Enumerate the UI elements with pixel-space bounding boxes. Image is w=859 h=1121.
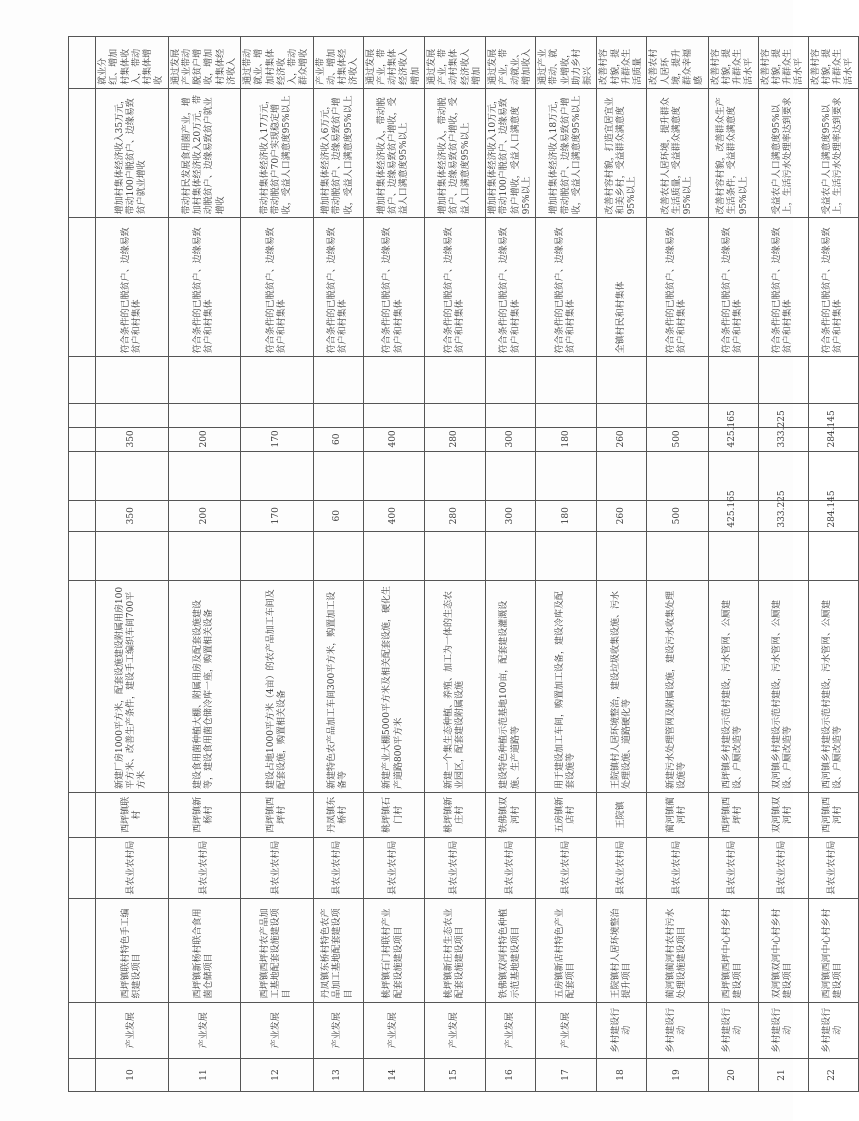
project-name: 五房镇新店村特色产业配套项目 — [536, 898, 597, 1002]
project-type: 产业发展 — [241, 1002, 314, 1059]
project-name: 桃坪镇新庄村生态农业配套设施建设项目 — [424, 898, 485, 1002]
empty-cell — [597, 531, 647, 580]
empty-cell — [597, 404, 647, 428]
fund-amount: 180 — [536, 427, 597, 451]
performance-goal: 受益农户人口满意度95%以上，生活污水处理率达到要求 — [758, 88, 808, 218]
row-number: 16 — [486, 1059, 536, 1092]
fund-amount: 280 — [424, 427, 485, 451]
empty-cell — [241, 357, 314, 404]
construction-content: 建设食用菌种植大棚、附属用房及配套设施建设等，建设食用菌仓储冷库一座，购置相关设备 — [168, 581, 241, 793]
fund-amount: 425.165 — [708, 427, 758, 451]
construction-content: 西坪镇乡村建设示范村建设，污水管网、公厕建设、户厕改造等 — [708, 581, 758, 793]
benefit-mechanism: 改善村容村貌，提升群众生活水平 — [758, 37, 808, 89]
total-investment: 400 — [363, 500, 424, 531]
beneficiary-target: 符合条件的已脱贫户、边缘易致贫户和村集体 — [808, 218, 858, 357]
row-number: 22 — [808, 1059, 858, 1092]
project-type: 乡村建设行动 — [808, 1002, 858, 1059]
benefit-mechanism: 改善农村人居环境，提升群众幸福感 — [647, 37, 708, 89]
table-row — [168, 37, 241, 1092]
empty-cell — [486, 451, 536, 500]
table-row — [424, 37, 485, 1092]
row-number: 13 — [313, 1059, 363, 1092]
row-number: 18 — [597, 1059, 647, 1092]
performance-goal: 带动村集体经济收入17万元，带动脱贫户70户实现稳定增收，受益人口满意度95%以上 — [241, 88, 314, 218]
performance-goal: 增加村集体经济收入，带动脱贫户、边缘易致贫户增收，受益人口满意度95%以上 — [363, 88, 424, 218]
row-number: 17 — [536, 1059, 597, 1092]
table-row — [708, 37, 758, 1092]
empty-cell — [536, 531, 597, 580]
responsible-unit: 县农业农村局 — [313, 837, 363, 898]
construction-content: 新建一个集生态种植、养殖、加工为一体的生态农业园区，配套建设附属设施 — [424, 581, 485, 793]
empty-cell — [808, 357, 858, 404]
performance-goal: 受益农户人口满意度95%以上，生活污水处理率达到要求 — [808, 88, 858, 218]
project-type: 乡村建设行动 — [758, 1002, 808, 1059]
row-number: 15 — [424, 1059, 485, 1092]
total-investment: 333.225 — [758, 500, 808, 531]
empty-cell — [363, 531, 424, 580]
project-type: 产业发展 — [536, 1002, 597, 1059]
fund-amount: 200 — [168, 427, 241, 451]
empty-cell — [424, 451, 485, 500]
empty-cell — [241, 404, 314, 428]
project-type: 产业发展 — [486, 1002, 536, 1059]
header-cell — [69, 357, 96, 404]
empty-cell — [424, 357, 485, 404]
empty-cell — [168, 357, 241, 404]
empty-cell — [313, 357, 363, 404]
construction-content: 新建厂房1000平方米，配套设施建设附属用房100平方米、改善生产条件，建设手工编织车间700平方米 — [96, 581, 169, 793]
fund-amount: 500 — [647, 427, 708, 451]
construction-content: 新建特色农产品加工车间300平方米，购置加工设备等 — [313, 581, 363, 793]
project-name: 丹凤镇东桥村特色农产品加工基地配套建设项目 — [313, 898, 363, 1002]
empty-cell — [363, 357, 424, 404]
project-name: 西坪镇联村特色手工编织建设项目 — [96, 898, 169, 1002]
header-cell — [69, 1059, 96, 1092]
benefit-mechanism: 通过发展产业，带动就业、增加收入 — [486, 37, 536, 89]
beneficiary-target: 符合条件的已脱贫户、边缘易致贫户和村集体 — [486, 218, 536, 357]
empty-cell — [241, 451, 314, 500]
project-name: 双河镇双河中心村乡村建设项目 — [758, 898, 808, 1002]
total-investment: 284.145 — [808, 500, 858, 531]
responsible-unit: 县农业农村局 — [363, 837, 424, 898]
empty-cell — [96, 451, 169, 500]
location: 王院镇 — [597, 792, 647, 837]
location: 桃坪镇石门村 — [363, 792, 424, 837]
table-row — [597, 37, 647, 1092]
project-type: 产业发展 — [363, 1002, 424, 1059]
construction-content: 建设特色种植示范基地100亩，配套建设灌溉设施、生产道路等 — [486, 581, 536, 793]
table-row — [647, 37, 708, 1092]
responsible-unit: 县农业农村局 — [168, 837, 241, 898]
beneficiary-target: 符合条件的已脱贫户、边缘易致贫户和村集体 — [363, 218, 424, 357]
fund-amount: 400 — [363, 427, 424, 451]
empty-cell — [168, 451, 241, 500]
total-investment: 200 — [168, 500, 241, 531]
empty-cell — [313, 404, 363, 428]
benefit-mechanism: 通过带动就业、增加村集体经济收入，带动群众增收 — [241, 37, 314, 89]
empty-cell — [708, 357, 758, 404]
header-cell — [69, 1002, 96, 1059]
total-investment: 60 — [313, 500, 363, 531]
table-row — [536, 37, 597, 1092]
performance-goal: 增加村集体经济收入，带动脱贫户、边缘易致贫户增收，受益人口满意度95%以上 — [424, 88, 485, 218]
construction-content: 新建产业大棚5000平方米及相关配套设施，硬化生产道路800平方米 — [363, 581, 424, 793]
header-cell — [69, 218, 96, 357]
table-row — [241, 37, 314, 1092]
fund-amount: 260 — [597, 427, 647, 451]
empty-cell — [363, 451, 424, 500]
row-number: 14 — [363, 1059, 424, 1092]
row-number: 21 — [758, 1059, 808, 1092]
empty-cell — [168, 404, 241, 428]
responsible-unit: 县农业农村局 — [424, 837, 485, 898]
table-row — [486, 37, 536, 1092]
project-name: 铁佛镇双河村特色种植示范基地建设项目 — [486, 898, 536, 1002]
fund-amount: 300 — [486, 427, 536, 451]
beneficiary-target: 符合条件的已脱贫户、边缘易致贫户和村集体 — [241, 218, 314, 357]
header-cell — [69, 837, 96, 898]
empty-cell — [96, 404, 169, 428]
table-row — [758, 37, 808, 1092]
empty-cell — [363, 404, 424, 428]
table-row — [363, 37, 424, 1092]
beneficiary-target: 符合条件的已脱贫户、边缘易致贫户和村集体 — [647, 218, 708, 357]
total-investment: 350 — [96, 500, 169, 531]
empty-cell — [96, 531, 169, 580]
location: 丹凤镇东桥村 — [313, 792, 363, 837]
project-name: 蔺河镇蔺河村农村污水处理设施建设项目 — [647, 898, 708, 1002]
location: 双河镇双河村 — [758, 792, 808, 837]
table-row — [313, 37, 363, 1092]
construction-content: 双河镇乡村建设示范村建设，污水管网、公厕建设、户厕改造等 — [758, 581, 808, 793]
benefit-mechanism: 通过发展产业，带动村集体经济收入增加 — [363, 37, 424, 89]
beneficiary-target: 符合条件的已脱贫户、边缘易致贫户和村集体 — [758, 218, 808, 357]
empty-cell — [486, 357, 536, 404]
location: 西坪镇西坪村 — [708, 792, 758, 837]
benefit-mechanism: 改善村容村貌，提升群众生活水平 — [808, 37, 858, 89]
empty-cell — [647, 404, 708, 428]
performance-goal: 改善村容村貌，改善群众生产生活条件，受益群众满意度95%以上 — [708, 88, 758, 218]
location: 西坪镇联村 — [96, 792, 169, 837]
empty-cell — [424, 404, 485, 428]
project-name: 王院镇村人居环境整治提升项目 — [597, 898, 647, 1002]
rotated-table-wrapper — [68, 36, 855, 1092]
header-cell — [69, 37, 96, 89]
performance-goal: 带动村民发展食用菌产业，增加村集体经济收入20万元，带动脱贫户、边缘易致贫户就业增收 — [168, 88, 241, 218]
row-number: 20 — [708, 1059, 758, 1092]
performance-goal: 改善村容村貌，打造宜居宜业和美乡村，受益群众满意度95%以上 — [597, 88, 647, 218]
responsible-unit: 县农业农村局 — [708, 837, 758, 898]
project-name: 西坪镇西坪中心村乡村建设项目 — [708, 898, 758, 1002]
performance-goal: 增加村集体经济收入6万元，带动脱贫户、边缘易致贫户增收，受益人口满意度95%以上 — [313, 88, 363, 218]
header-cell — [69, 792, 96, 837]
location: 蔺河镇蔺河村 — [647, 792, 708, 837]
empty-cell — [647, 357, 708, 404]
total-investment: 180 — [536, 500, 597, 531]
location: 桃坪镇新庄村 — [424, 792, 485, 837]
empty-cell — [313, 451, 363, 500]
header-cell — [69, 427, 96, 451]
total-investment: 280 — [424, 500, 485, 531]
total-investment: 300 — [486, 500, 536, 531]
benefit-mechanism: 通过产业带动、就业增收，助力乡村振兴 — [536, 37, 597, 89]
benefit-mechanism: 通过发展产业带动脱贫户增收，增加村集体经济收入 — [168, 37, 241, 89]
fund-amount: 60 — [313, 427, 363, 451]
performance-goal: 增加村集体经济收入35万元，带动100户脱贫户、边缘易致贫户就业增收 — [96, 88, 169, 218]
empty-cell — [313, 531, 363, 580]
responsible-unit: 县农业农村局 — [486, 837, 536, 898]
project-name: 西坪镇西坪村农产品加工基地配套设施建设项目 — [241, 898, 314, 1002]
header-cell — [69, 581, 96, 793]
header-cell — [69, 531, 96, 580]
empty-cell — [424, 531, 485, 580]
project-type: 产业发展 — [313, 1002, 363, 1059]
fund-amount: 333.225 — [758, 427, 808, 451]
empty-cell — [536, 451, 597, 500]
row-number: 19 — [647, 1059, 708, 1092]
header-cell — [69, 451, 96, 500]
beneficiary-target: 符合条件的已脱贫户、边缘易致贫户和村集体 — [96, 218, 169, 357]
location: 五房镇新店村 — [536, 792, 597, 837]
construction-content: 新建污水处理管网及附属设施，建设污水收集处理设施等 — [647, 581, 708, 793]
project-type: 产业发展 — [96, 1002, 169, 1059]
benefit-mechanism: 产业带动、增加村集体经济收入 — [313, 37, 363, 89]
construction-content: 西河镇乡村建设示范村建设，污水管网、公厕建设、户厕改造等 — [808, 581, 858, 793]
location: 铁佛镇双河村 — [486, 792, 536, 837]
empty-cell — [708, 531, 758, 580]
row-number: 10 — [96, 1059, 169, 1092]
empty-cell — [758, 357, 808, 404]
construction-content: 王院镇村人居环境整治，建设垃圾收集设施、污水处理设施、道路硬化等 — [597, 581, 647, 793]
responsible-unit: 县农业农村局 — [536, 837, 597, 898]
responsible-unit: 县农业农村局 — [241, 837, 314, 898]
beneficiary-target: 符合条件的已脱贫户、边缘易致贫户和村集体 — [313, 218, 363, 357]
performance-goal: 增加村集体经济收入18万元，带动脱贫户、边缘易致贫户增收，受益人口满意度95%以上 — [536, 88, 597, 218]
project-type: 乡村建设行动 — [597, 1002, 647, 1059]
table-row — [808, 37, 858, 1092]
beneficiary-target: 全镇村民和村集体 — [597, 218, 647, 357]
responsible-unit: 县农业农村局 — [96, 837, 169, 898]
project-name: 西坪镇新杨村联合食用菌仓储项目 — [168, 898, 241, 1002]
project-type: 乡村建设行动 — [708, 1002, 758, 1059]
project-name: 西河镇西河中心村乡村建设项目 — [808, 898, 858, 1002]
benefit-mechanism: 就业分红、增加村集体收入，带动村集体增收 — [96, 37, 169, 89]
empty-cell — [536, 404, 597, 428]
benefit-mechanism: 通过发展产业，带动村集体经济收入增加 — [424, 37, 485, 89]
empty-cell — [168, 531, 241, 580]
total-investment: 260 — [597, 500, 647, 531]
empty-cell — [486, 531, 536, 580]
fund-amount: 284.145 — [808, 427, 858, 451]
header-row — [69, 37, 96, 1092]
empty-cell — [486, 404, 536, 428]
total-investment: 425.165 — [708, 500, 758, 531]
empty-cell — [536, 357, 597, 404]
fund-amount: 170 — [241, 427, 314, 451]
row-number: 11 — [168, 1059, 241, 1092]
benefit-mechanism: 改善村容村貌，提升群众生活质量 — [597, 37, 647, 89]
beneficiary-target: 符合条件的已脱贫户、边缘易致贫户和村集体 — [424, 218, 485, 357]
project-type: 产业发展 — [168, 1002, 241, 1059]
empty-cell — [597, 451, 647, 500]
empty-cell — [96, 357, 169, 404]
row-number: 12 — [241, 1059, 314, 1092]
location: 西坪镇新杨村 — [168, 792, 241, 837]
responsible-unit: 县农业农村局 — [758, 837, 808, 898]
project-type: 乡村建设行动 — [647, 1002, 708, 1059]
empty-cell — [647, 531, 708, 580]
beneficiary-target: 符合条件的已脱贫户、边缘易致贫户和村集体 — [168, 218, 241, 357]
table-row — [96, 37, 169, 1092]
total-investment: 170 — [241, 500, 314, 531]
construction-content: 用于建设加工车间，购置加工设备，建设冷库及配套设施等 — [536, 581, 597, 793]
location: 西坪镇西坪村 — [241, 792, 314, 837]
project-table — [68, 36, 859, 1092]
beneficiary-target: 符合条件的已脱贫户、边缘易致贫户和村集体 — [536, 218, 597, 357]
empty-cell — [647, 451, 708, 500]
responsible-unit: 县农业农村局 — [808, 837, 858, 898]
header-cell — [69, 898, 96, 1002]
header-cell — [69, 88, 96, 218]
project-name: 桃坪镇石门村联村产业配套设施建设项目 — [363, 898, 424, 1002]
location: 西河镇西河村 — [808, 792, 858, 837]
benefit-mechanism: 改善村容村貌，提升群众生活水平 — [708, 37, 758, 89]
total-investment: 500 — [647, 500, 708, 531]
header-cell — [69, 404, 96, 428]
responsible-unit: 县农业农村局 — [597, 837, 647, 898]
empty-cell — [808, 531, 858, 580]
fund-amount: 350 — [96, 427, 169, 451]
header-cell — [69, 500, 96, 531]
empty-cell — [758, 531, 808, 580]
construction-content: 建设占地1000平方米（4亩）的农产品加工车间及配套设施，购置相关设备 — [241, 581, 314, 793]
beneficiary-target: 符合条件的已脱贫户、边缘易致贫户和村集体 — [708, 218, 758, 357]
performance-goal: 增加村集体经济收入10万元，带动100户脱贫户、边缘易致贫户增收，受益人口满意度95%以上 — [486, 88, 536, 218]
project-type: 产业发展 — [424, 1002, 485, 1059]
performance-goal: 改善农村人居环境，提升群众生活质量，受益群众满意度95%以上 — [647, 88, 708, 218]
empty-cell — [241, 531, 314, 580]
empty-cell — [597, 357, 647, 404]
table-body — [69, 37, 859, 1092]
responsible-unit: 县农业农村局 — [647, 837, 708, 898]
